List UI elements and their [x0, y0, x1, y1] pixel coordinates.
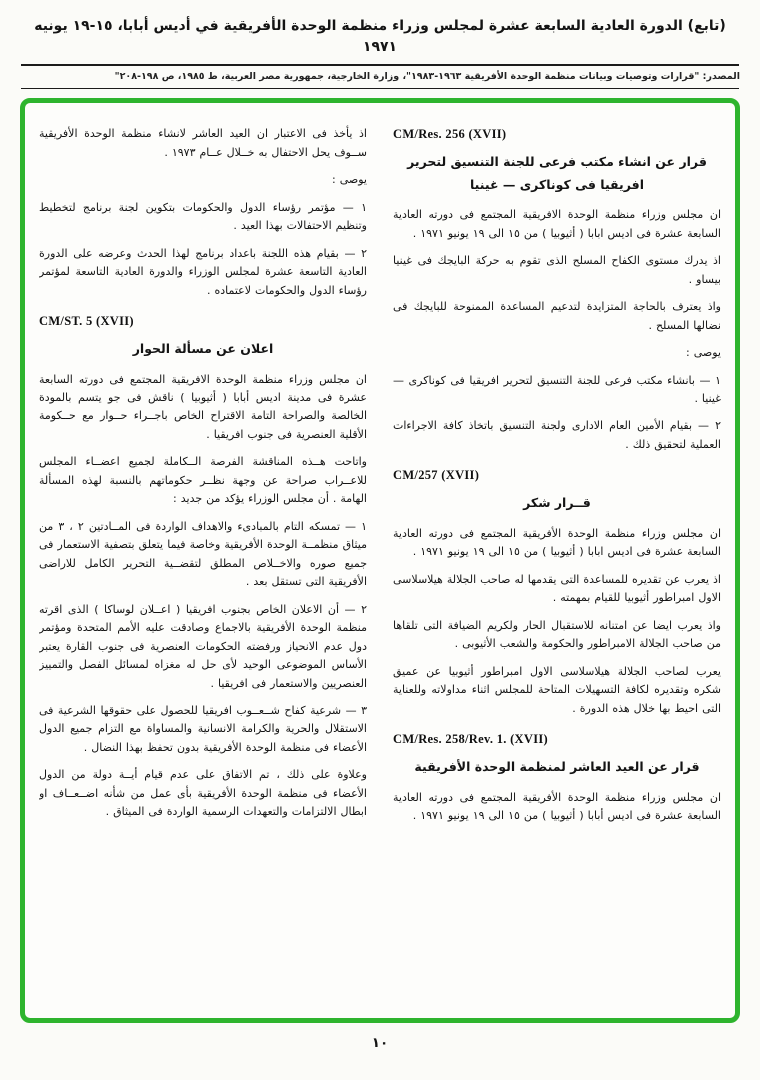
- list-item: ٢ — أن الاعلان الخاص بجنوب افريقيا ( اعــلان لوساكا ) الذى اقرته منظمة الوحدة الأفريقية بالاجماع وصادقت عليه الأمم المتحدة ومؤتمر دول عدم الانحياز ورفضته الحكومات العنصرية فى جنوب القارة يعتبر الأساس الموضوعى الوحيد لأى حل له مغزاه لمسائل الفصل والتمييز العنصريين والاستعمار فى افريقيا .: [39, 602, 367, 690]
- ref-code: CM/Res. 258/Rev. 1. (XVII): [393, 732, 549, 747]
- source-citation: المصدر: "قرارات وتوصيات وبيانات منظمة الوحدة الأفريقية ١٩٦٣-١٩٨٣"، وزارة الخارجية، جمهورية مصر العربية، ط ١٩٨٥، ص ١٩٨-٢٠٨": [114, 71, 740, 82]
- paragraph: واذ يعرب ايضا عن امتنانه للاستقبال الحار ولكريم الضيافة التى تلقاها من صاحب الجلالة الامبراطور والحكومة والشعب الأثيوبى .: [393, 618, 721, 651]
- header-divider-bottom: [21, 88, 739, 89]
- list-item: ٣ — شرعية كفاح شــعــوب افريقيا للحصول على حقوقها الشرعية فى الاستقلال والحرية والكرامة الانسانية والمساواة مع التزام جميع الدول الأعضاء فى منظمة الوحدة الأفريقية بدون تحفظ بهذا النضال .: [39, 704, 367, 754]
- ref-code: CM/ST. 5 (XVII): [39, 314, 134, 328]
- paragraph: واذ يعترف بالحاجة المتزايدة لتدعيم المساعدة الممنوحة للبايجك فى نضالها المسلح .: [393, 300, 721, 332]
- two-column-layout: [39, 125, 721, 1010]
- document-title: (تابع) الدورة العادية السابعة عشرة لمجلس وزراء منظمة الوحدة الأفريقية في أديس أبابا، ١٥-١٩ يونيه ١٩٧١: [34, 18, 726, 55]
- paragraph: ان مجلس وزراء منظمة الوحدة الأفريقية المجتمع فى دورته العادية السابعة عشرة فى اديس أبابا ( أثيوبيا ) من ١٥ الى ١٩ يونيو ١٩٧١ .: [393, 790, 721, 823]
- paragraph: اذ يأخذ فى الاعتبار ان العيد العاشر لانشاء منظمة الوحدة الأفريقية ســوف يحل الاحتفال به خــلال عــام ١٩٧٣ .: [39, 127, 367, 159]
- resolution-heading: قرار عن انشاء مكتب فرعى للجنة التنسيق لتحرير افريقيا فى كوناكرى — غينيا: [407, 154, 707, 192]
- paragraph: واتاحت هــذه المناقشة الفرصة الــكاملة لجميع اعضــاء المجلس للاعــراب صراحة عن وجهة نظــر حكوماتهم بالنسبة لهذه المسألة الهامة . أن مجلس الوزراء يؤكد من جديد :: [39, 455, 367, 506]
- right-column: [393, 125, 721, 1010]
- header-divider-top: [21, 64, 739, 66]
- paragraph: يوصى :: [686, 346, 721, 360]
- paragraph: اذ يعرب عن تقديره للمساعدة التى يقدمها له صاحب الجلالة هيلاسلاسى الاول امبراطور أثيوبيا للقيام بمهمته .: [393, 572, 721, 605]
- paragraph: وعلاوة على ذلك ، تم الاتفاق على عدم قيام أيــة دولة من الدول الأعضاء فى منظمة الوحدة الأفريقية بأى عمل من شأنه اضــعــاف او ابطال الالتزامات والتعهدات الرسمية الواردة فى الميثاق .: [39, 768, 367, 819]
- list-item: ١ — بانشاء مكتب فرعى للجنة التنسيق لتحرير افريقيا فى كوناكرى — غينيا .: [393, 373, 721, 405]
- ref-code: CM/Res. 256 (XVII): [393, 127, 507, 142]
- left-column: [39, 125, 367, 1010]
- paragraph: ان مجلس وزراء منظمة الوحدة الافريقية المجتمع فى دورته السابعة عشرة فى مدينة اديس أبابا ( أثيوبيا ) ناقش فى جو يتسم بالمودة الخالصة والصراحة التامة الاقتراح الخاص باجــراء حــوار مع حــكومة الأقلية العنصرية فى جنوب افريقيا .: [39, 372, 367, 441]
- list-item: ٢ — بقيام هذه اللجنة باعداد برنامج لهذا الحدث وعرضه على الدورة العادية التاسعة عشرة لمجلس الوزراء والدورة العادية التاسعة لمؤتمر رؤساء الدول والحكومات لاعتماده .: [39, 246, 367, 297]
- resolution-heading: قــرار شكر: [523, 495, 591, 511]
- list-item: ١ — مؤتمر رؤساء الدول والحكومات بتكوين لجنة برنامج لتخطيط وتنظيم الاحتفالات بهذا العيد .: [39, 200, 367, 233]
- list-item: ١ — تمسكه التام بالمبادىء والاهداف الواردة فى المــادتين ٢ ، ٣ من ميثاق منظمــة الوحدة الأفريقية وخاصة فيما يتعلق بتصفية الاستعمار فى جميع صوره والاخــلاص المطلق لتقضــية التحرير الكامل للاراضى الأفريقية التى تستقل بعد .: [39, 519, 367, 589]
- paragraph: ان مجلس وزراء منظمة الوحدة الافريقية المجتمع فى دورته العادية السابعة عشرة فى اديس ابابا ( أثيوبيا ) من ١٥ الى ١٩ يونيو ١٩٧١ .: [393, 208, 721, 240]
- resolution-heading: اعلان عن مسألة الحوار: [132, 341, 274, 356]
- ref-code: CM/257 (XVII): [393, 468, 480, 483]
- content-frame: [20, 98, 740, 1023]
- list-item: ٢ — بقيام الأمين العام الادارى ولجنة التنسيق باتخاذ كافة الاجراءات العملية لتحقيق ذلك .: [393, 419, 721, 451]
- paragraph: ان مجلس وزراء منظمة الوحدة الأفريقية المجتمع فى دورته العادية السابعة عشرة فى اديس ابابا ( أثيوبيا ) من ١٥ الى ١٩ يونيو ١٩٧١ .: [393, 526, 721, 559]
- paragraph: يعرب لصاحب الجلالة هيلاسلاسى الاول امبراطور أثيوبيا عن عميق شكره وتقديره لكافة التسهيلات المتاحة للمجلس اثناء مداولاته وللعناية التى احيط بها خلال هذه الدورة .: [393, 664, 721, 715]
- resolution-heading: قرار عن العيد العاشر لمنظمة الوحدة الأفريقية: [414, 759, 700, 775]
- paragraph: اذ يدرك مستوى الكفاح المسلح الذى تقوم به حركة البايجك فى غينيا بيساو .: [393, 254, 721, 286]
- page-header: [20, 16, 740, 89]
- page-number: ١٠: [371, 1035, 389, 1052]
- paragraph: يوصى :: [332, 173, 367, 187]
